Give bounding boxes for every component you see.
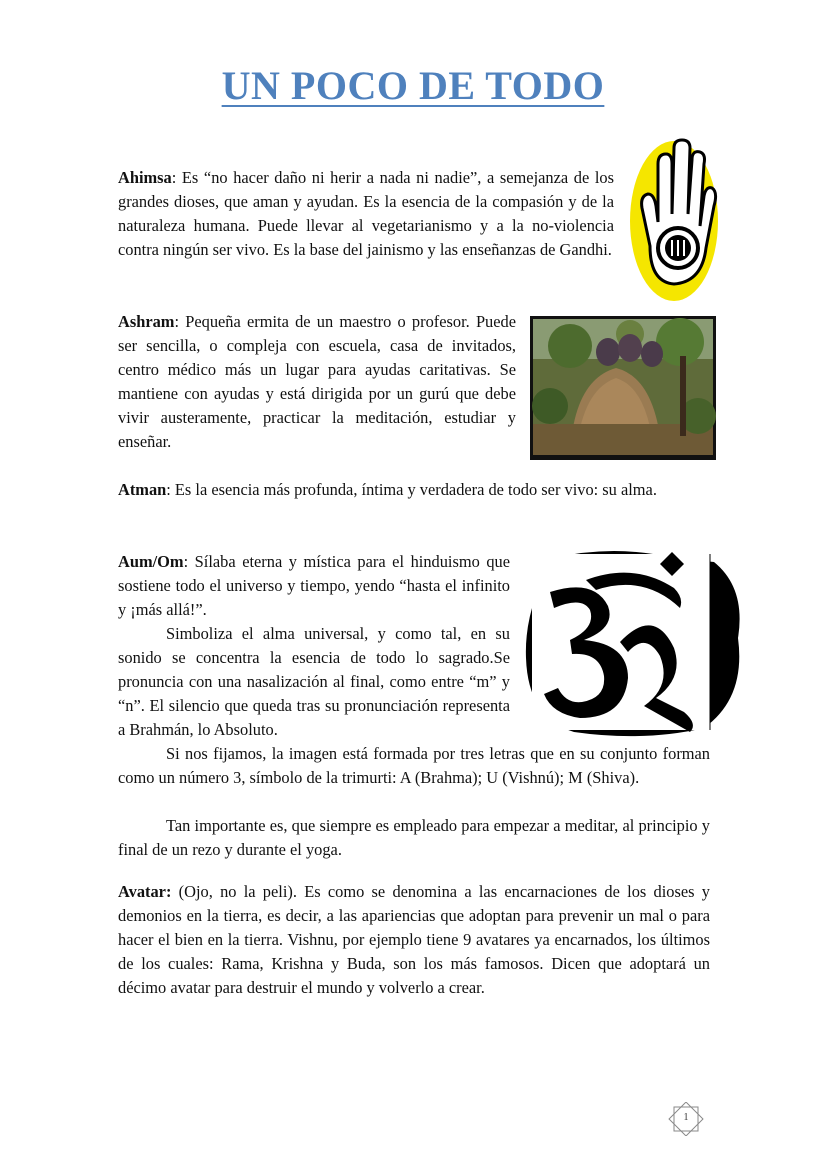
page-title: UN POCO DE TODO [221, 63, 605, 108]
term-ahimsa: Ahimsa [118, 168, 172, 187]
def-avatar: (Ojo, no la peli). Es como se denomina a las encarnaciones de los dioses y demonios en la tierra, es decir, a las apariencias que adoptan para prevenir un mal o para hacer el bien en la tierra. Vishnu, por ejemplo tiene 9 avatares ya encarnados, los últimos de los cuales: Rama, Krishna y Buda, son los más famosos. Dicen que adoptará un décimo avatar para destruir el mundo y volverlo a crear. [118, 882, 710, 997]
term-avatar: Avatar: [118, 882, 172, 901]
term-aum: Aum/Om [118, 552, 184, 571]
om-symbol-icon [524, 548, 746, 738]
def-ahimsa: : Es “no hacer daño ni herir a nada ni nadie”, a semejanza de los grandes dioses, que aman y ayudan. Es la esencia de la compasión y de la naturaleza humana. Puede llevar al vegetarianismo y a la no-violencia contra ningún ser vivo. Es la base del jainismo y las enseñanzas de Gandhi. [118, 168, 614, 259]
term-ashram: Ashram [118, 312, 175, 331]
entry-aum-p2: Simboliza el alma universal, y como tal, en su sonido se concentra la esencia de todo lo sagrado.Se pronuncia con una nasalización al final, como entre “m” y “n”. El silencio que queda tras su pronunciación representa a Brahmán, lo Absoluto. [118, 624, 510, 739]
entry-avatar [118, 880, 710, 1000]
term-atman: Atman [118, 480, 167, 499]
entry-ahimsa [118, 166, 614, 262]
entry-atman [118, 478, 710, 502]
entry-aum [118, 550, 510, 622]
entry-aum-p4: Tan importante es, que siempre es empleado para empezar a meditar, al principio y final de un rezo y durante el yoga. [118, 816, 710, 859]
def-aum: : Sílaba eterna y mística para el hinduismo que sostiene todo el universo y tiempo, yendo “hasta el infinito y ¡más allá!”. [118, 552, 510, 619]
entry-ashram [118, 310, 516, 454]
page-number: 1 [683, 1112, 689, 1123]
def-atman: : Es la esencia más profunda, íntima y verdadera de todo ser vivo: su alma. [166, 480, 657, 499]
page-number-badge [664, 1102, 708, 1136]
entry-aum-p3: Si nos fijamos, la imagen está formada por tres letras que en su conjunto forman como un número 3, símbolo de la trimurti: A (Brahma); U (Vishnú); M (Shiva). [118, 744, 710, 787]
def-ashram: : Pequeña ermita de un maestro o profesor. Puede ser sencilla, o compleja con escuela, casa de invitados, centro médico más un lugar para ayudas caritativas. Se mantiene con ayudas y está dirigida por un gurú que debe vivir austeramente, practicar la meditación, estudiar y enseñar. [118, 312, 516, 451]
ashram-photo [530, 316, 716, 460]
ahimsa-hand-icon [628, 136, 720, 306]
